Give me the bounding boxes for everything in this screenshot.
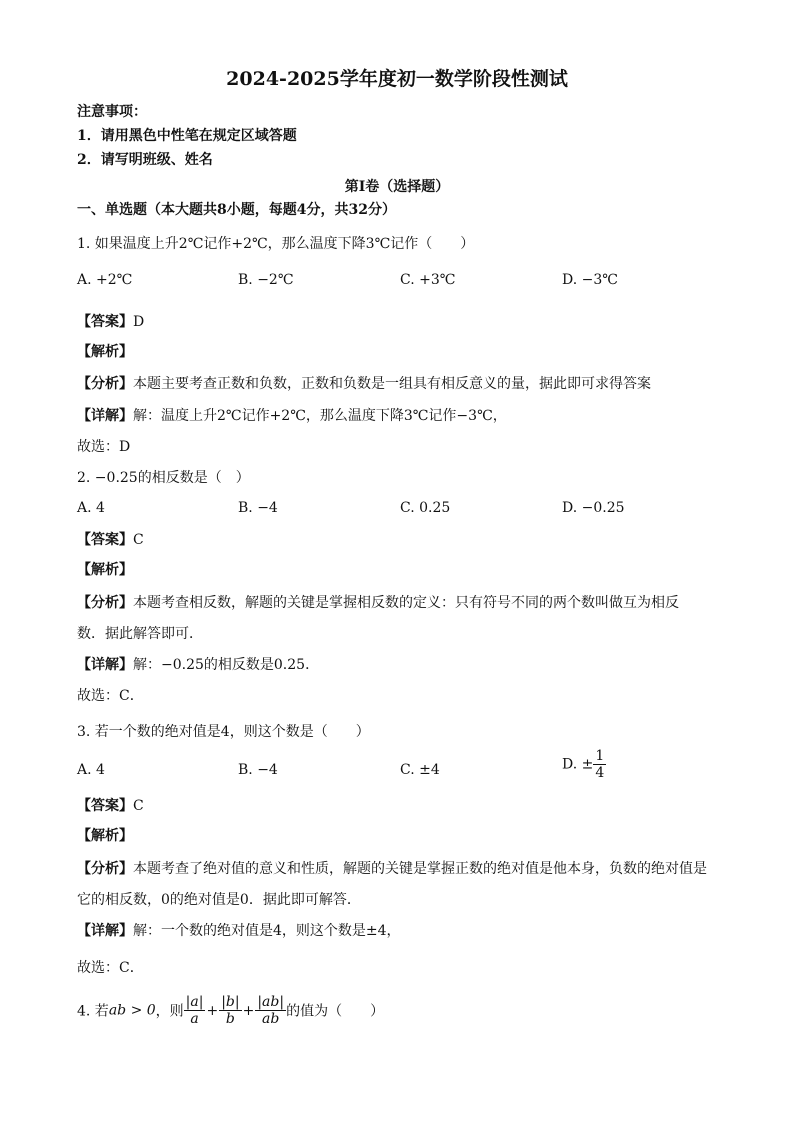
q1-option-b: B. −2℃: [238, 272, 294, 288]
q1-answer-value: D: [133, 314, 145, 330]
fraction-denominator: ab: [262, 1011, 280, 1027]
q4-fraction-b: [219, 994, 241, 1027]
fraction-numerator: |b|: [221, 994, 240, 1010]
q1-fenxi: [77, 374, 651, 394]
q2-analysis-label: 【解析】: [77, 562, 133, 578]
q2-fenxi: [77, 593, 679, 613]
q4-stem-prefix: 4. 若: [77, 1003, 109, 1020]
q2-stem: 2. −0.25的相反数是（ ）: [77, 470, 250, 486]
answer-label: 【答案】: [77, 798, 133, 814]
q2-option-c: C. 0.25: [400, 500, 451, 516]
page-title: 2024-2025学年度初一数学阶段性测试: [226, 68, 568, 90]
fenxi-label: 【分析】: [77, 376, 133, 392]
q2-fenxi-text: 本题考查相反数，解题的关键是掌握相反数的定义：只有符号不同的两个数叫做互为相反: [133, 595, 679, 611]
q3-option-d-prefix: D. ±: [562, 756, 594, 773]
notes-item-1: 1．请用黑色中性笔在规定区域答题: [77, 128, 297, 144]
q4-condition: ab > 0: [108, 1002, 156, 1019]
detail-label: 【详解】: [77, 923, 133, 939]
detail-label: 【详解】: [77, 408, 133, 424]
fraction-numerator: |a|: [185, 994, 204, 1010]
fraction-denominator: a: [190, 1011, 199, 1027]
q3-analysis-label: 【解析】: [77, 828, 133, 844]
q3-option-d-fraction: [593, 748, 606, 781]
q1-fenxi-text: 本题主要考查正数和负数，正数和负数是一组具有相反意义的量，据此即可求得答案: [133, 376, 651, 392]
q2-detail-text: 解：−0.25的相反数是0.25．: [133, 657, 320, 673]
q2-fenxi-cont: 数．据此解答即可．: [77, 626, 203, 642]
q3-fenxi-text: 本题考查了绝对值的意义和性质，解题的关键是掌握正数的绝对值是他本身，负数的绝对值是: [133, 861, 707, 877]
q2-answer: [77, 530, 144, 550]
q1-detail-text: 解：温度上升2℃记作+2℃，那么温度下降3℃记作−3℃，: [133, 408, 507, 424]
q1-stem: 1. 如果温度上升2℃记作+2℃，那么温度下降3℃记作（ ）: [77, 236, 475, 252]
q2-option-a: A. 4: [77, 500, 105, 516]
q3-fenxi: [77, 859, 707, 879]
fraction-numerator: |ab|: [257, 994, 285, 1010]
q1-answer: [77, 312, 144, 332]
answer-label: 【答案】: [77, 532, 133, 548]
q3-option-b: B. −4: [238, 762, 278, 778]
q2-detail: [77, 655, 319, 675]
fenxi-label: 【分析】: [77, 595, 133, 611]
q3-fenxi-cont: 它的相反数，0的绝对值是0．据此即可解答．: [77, 892, 361, 908]
q1-option-c: C. +3℃: [400, 272, 456, 288]
q4-stem: [77, 994, 384, 1027]
q3-answer: [77, 796, 144, 816]
notes-item-2: 2．请写明班级、姓名: [77, 152, 213, 168]
fenxi-label: 【分析】: [77, 861, 133, 877]
q2-choice: 故选：C．: [77, 688, 144, 704]
plus-sign: +: [206, 1002, 219, 1019]
q1-option-d: D. −3℃: [562, 272, 618, 288]
q4-stem-suffix: 的值为（ ）: [286, 1003, 385, 1020]
q3-choice: 故选：C．: [77, 960, 144, 976]
q4-fraction-a: [184, 994, 206, 1027]
plus-sign: +: [242, 1002, 255, 1019]
q3-stem: 3. 若一个数的绝对值是4，则这个数是（ ）: [77, 724, 370, 740]
q4-fraction-ab: [255, 994, 286, 1027]
q2-answer-value: C: [133, 532, 144, 548]
q1-choice: 故选：D: [77, 439, 131, 455]
q3-option-a: A. 4: [77, 762, 105, 778]
q2-option-d: D. −0.25: [562, 500, 625, 516]
answer-label: 【答案】: [77, 314, 133, 330]
q3-option-d: [562, 748, 606, 781]
detail-label: 【详解】: [77, 657, 133, 673]
fraction-denominator: 4: [595, 765, 605, 781]
q2-option-b: B. −4: [238, 500, 278, 516]
q3-detail: [77, 921, 401, 941]
fraction-denominator: b: [225, 1011, 235, 1027]
q3-detail-text: 解：一个数的绝对值是4，则这个数是±4，: [133, 923, 401, 939]
q3-option-c: C. ±4: [400, 762, 440, 778]
q3-answer-value: C: [133, 798, 144, 814]
q1-analysis-label: 【解析】: [77, 344, 133, 360]
notes-heading: 注意事项：: [77, 104, 147, 120]
q4-stem-mid: ，则: [155, 1003, 184, 1020]
q1-detail: [77, 406, 507, 426]
section-title: 第Ⅰ卷（选择题）: [344, 179, 450, 195]
section-heading: 一、单选题（本大题共8小题，每题4分，共32分）: [77, 202, 396, 218]
fraction-numerator: 1: [595, 748, 605, 764]
q1-option-a: A. +2℃: [77, 272, 133, 288]
